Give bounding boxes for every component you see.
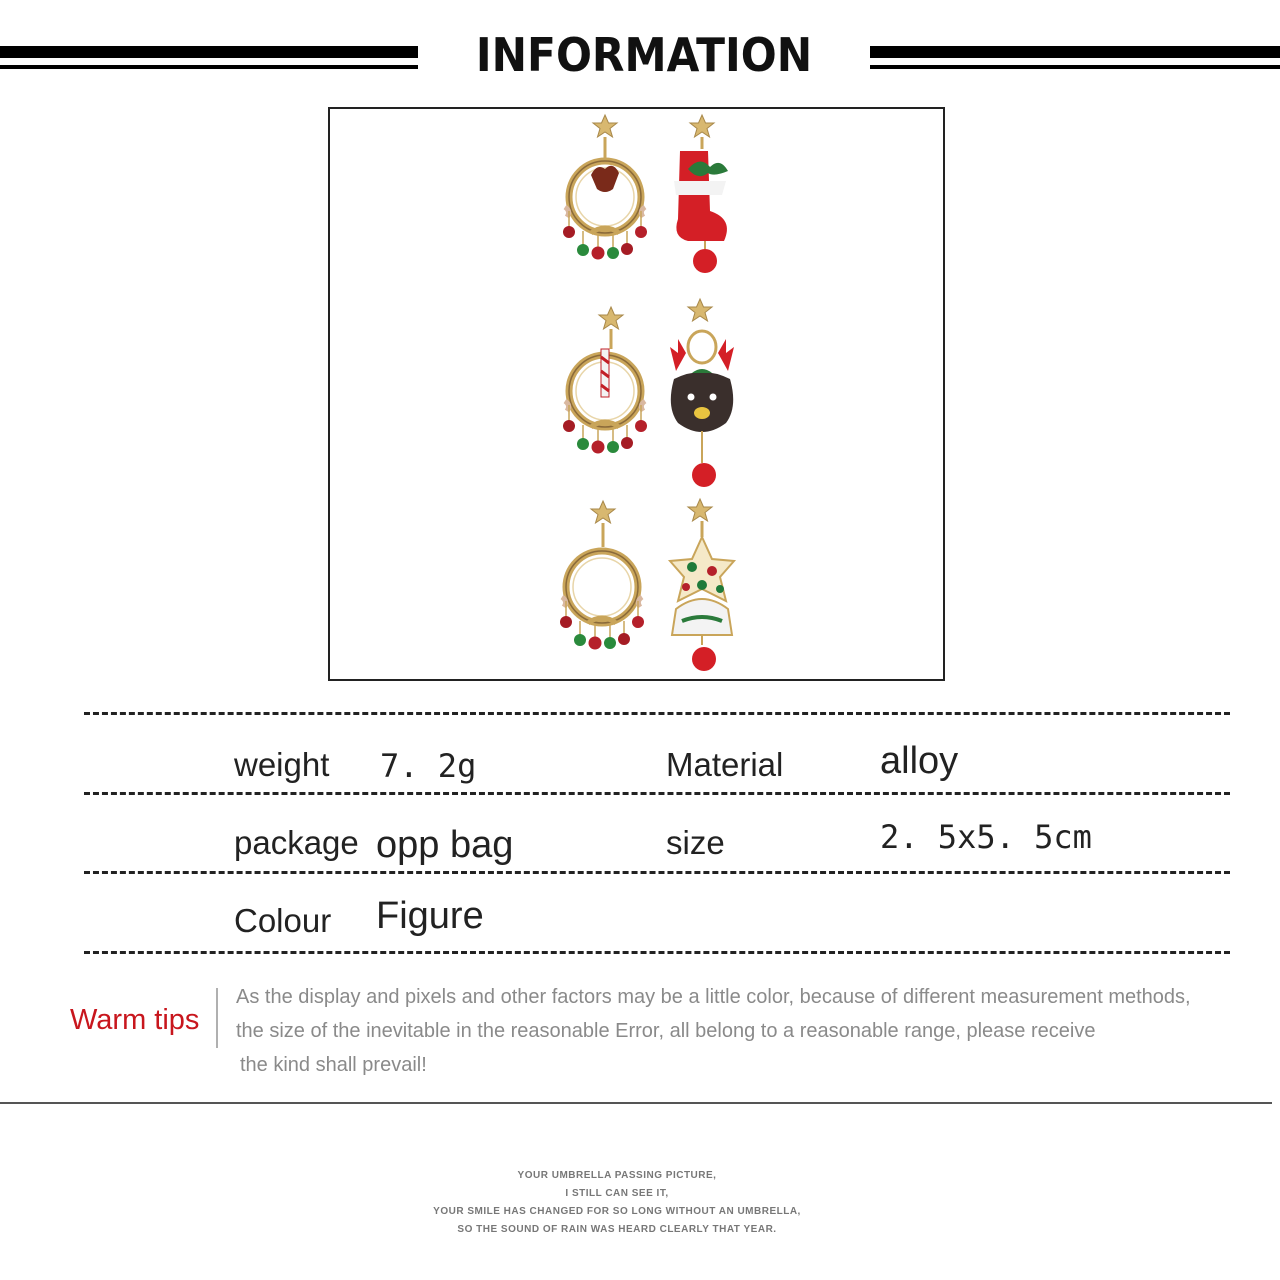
table-divider — [84, 712, 1230, 715]
warm-tips-line: the kind shall prevail! — [240, 1054, 427, 1076]
material-label: Material — [666, 746, 784, 783]
product-photo — [328, 107, 945, 681]
earrings-illustration — [330, 109, 943, 679]
header-rule-right — [870, 46, 1280, 70]
warm-tips-line: As the display and pixels and other factors may be a little color, because of different measurement methods, — [236, 986, 1191, 1008]
footer-line: SO THE SOUND OF RAIN WAS HEARD CLEARLY THAT YEAR. — [457, 1224, 777, 1235]
package-label: package — [234, 824, 359, 861]
footer-line: I STILL CAN SEE IT, — [565, 1188, 669, 1199]
table-divider — [84, 792, 1230, 795]
warm-tips-line: the size of the inevitable in the reasonable Error, all belong to a reasonable range, please receive — [236, 1020, 1096, 1042]
table-divider — [84, 951, 1230, 954]
section-divider — [0, 1102, 1272, 1104]
warm-tips-label: Warm tips — [70, 1004, 200, 1036]
material-value: alloy — [880, 740, 959, 782]
colour-value: Figure — [376, 895, 484, 937]
header-rule-left — [0, 46, 418, 70]
size-label: size — [666, 824, 725, 861]
footer-line: YOUR UMBRELLA PASSING PICTURE, — [517, 1170, 717, 1181]
weight-value: 7. 2g — [380, 747, 477, 785]
warm-tips-divider — [216, 988, 218, 1048]
size-value: 2. 5x5. 5cm — [880, 818, 1092, 856]
table-divider — [84, 871, 1230, 874]
package-value: opp bag — [376, 824, 514, 866]
weight-label: weight — [234, 746, 330, 783]
footer-line: YOUR SMILE HAS CHANGED FOR SO LONG WITHOUT AN UMBRELLA, — [433, 1206, 801, 1217]
colour-label: Colour — [234, 902, 332, 939]
page-title: INFORMATION — [475, 28, 813, 82]
